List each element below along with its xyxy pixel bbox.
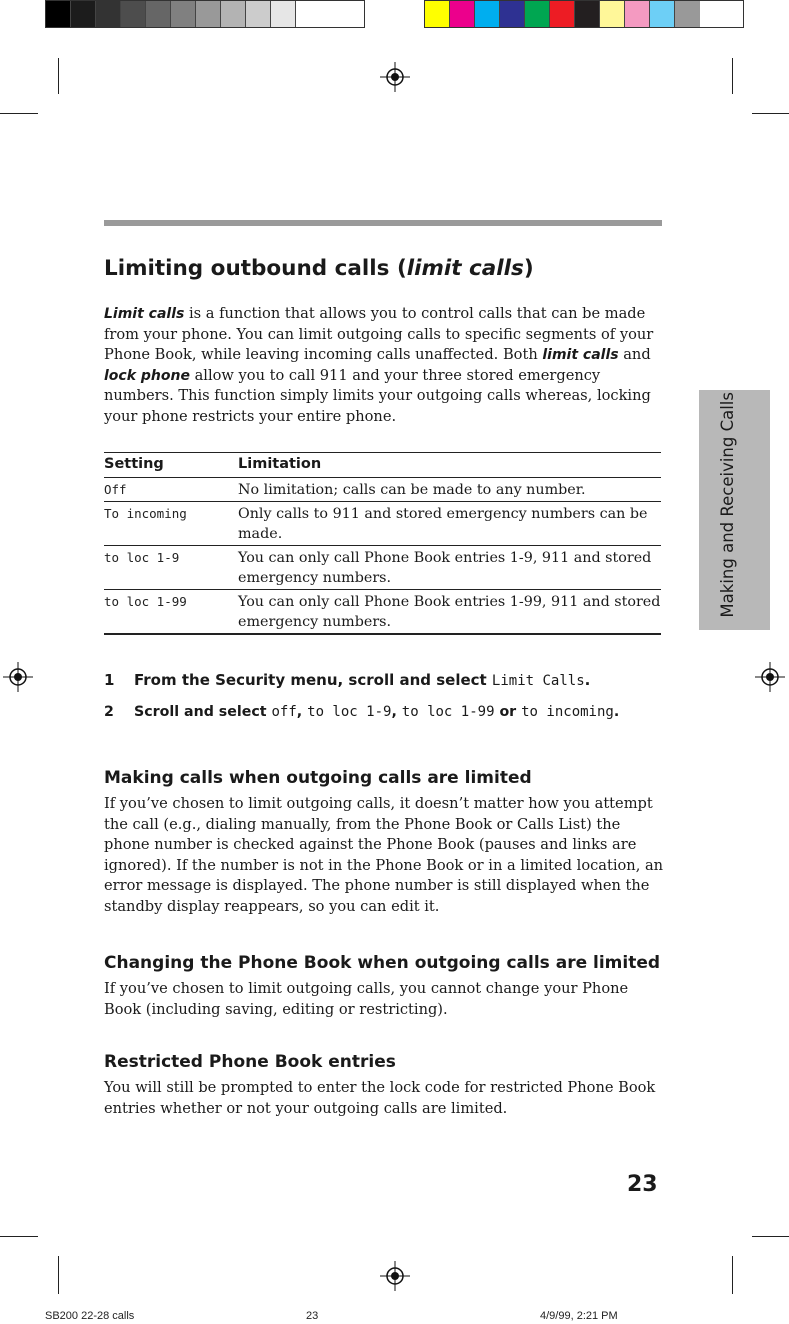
column-header-limitation: Limitation bbox=[238, 456, 322, 472]
setting-value: to loc 1-9 bbox=[104, 550, 180, 565]
color-swatch bbox=[296, 1, 321, 27]
crop-mark bbox=[752, 113, 789, 114]
section-body: You will still be prompted to enter the lock code for restricted Phone Book entries whether or not your outgoing calls are limited. bbox=[104, 1079, 656, 1117]
color-swatch bbox=[675, 1, 700, 27]
color-swatch bbox=[146, 1, 171, 27]
page-number: 23 bbox=[627, 1172, 658, 1197]
step-1: 1 From the Security menu, scroll and select Limit Calls. bbox=[104, 671, 591, 689]
section-heading: Restricted Phone Book entries bbox=[104, 1052, 396, 1072]
crop-mark bbox=[0, 1236, 38, 1237]
color-swatch bbox=[425, 1, 450, 27]
setting-value: to loc 1-99 bbox=[104, 594, 187, 609]
color-swatch bbox=[71, 1, 96, 27]
table-row bbox=[104, 546, 661, 590]
table-row bbox=[104, 502, 661, 546]
registration-mark-icon bbox=[3, 662, 33, 692]
limitation-text: Only calls to 911 and stored emergency numbers can be made. bbox=[238, 506, 648, 542]
table-header bbox=[104, 452, 661, 478]
crop-mark bbox=[58, 1256, 59, 1294]
step-2: 2 Scroll and select off, to loc 1-9, to loc 1-99 or to incoming. bbox=[104, 704, 620, 720]
registration-mark-icon bbox=[380, 1261, 410, 1291]
chapter-tab-label: Making and Receiving Calls bbox=[718, 392, 738, 618]
setting-value: To incoming bbox=[104, 506, 187, 521]
registration-mark-icon bbox=[380, 62, 410, 92]
color-swatch bbox=[525, 1, 550, 27]
color-bar bbox=[424, 0, 744, 28]
limitation-text: No limitation; calls can be made to any number. bbox=[238, 482, 586, 498]
grayscale-bar bbox=[45, 0, 365, 28]
table-row bbox=[104, 590, 661, 635]
color-swatch bbox=[221, 1, 246, 27]
column-header-setting: Setting bbox=[104, 456, 164, 472]
footer-filename: SB200 22-28 calls bbox=[45, 1310, 135, 1322]
color-swatch bbox=[600, 1, 625, 27]
color-swatch bbox=[171, 1, 196, 27]
section-heading: Making calls when outgoing calls are limited bbox=[104, 768, 532, 788]
color-swatch bbox=[196, 1, 221, 27]
color-swatch bbox=[650, 1, 675, 27]
crop-mark bbox=[0, 113, 38, 114]
color-swatch bbox=[500, 1, 525, 27]
color-swatch bbox=[625, 1, 650, 27]
section-body: If you’ve chosen to limit outgoing calls, it doesn’t matter how you attempt the call (e.g., dialing manually, from the Phone Book or Calls List) the phone number is checked against the Phone Book (pauses and links are ignored). If the number is not in the Phone Book or in a limited location, an error message is displayed. The phone number is still displayed when the standby display reappears, so you can edit it. bbox=[104, 795, 664, 915]
page-title: Limiting outbound calls (limit calls) bbox=[104, 256, 534, 281]
color-swatch bbox=[271, 1, 296, 27]
color-swatch bbox=[246, 1, 271, 27]
footer-timestamp: 4/9/99, 2:21 PM bbox=[540, 1310, 618, 1322]
color-swatch bbox=[121, 1, 146, 27]
color-swatch bbox=[550, 1, 575, 27]
registration-mark-icon bbox=[755, 662, 785, 692]
section-body: If you’ve chosen to limit outgoing calls, you cannot change your Phone Book (including saving, editing or restricting). bbox=[104, 980, 629, 1018]
intro-paragraph: Limit calls is a function that allows you to control calls that can be made from your phone. You can limit outgoing calls to specific segments of your Phone Book, while leaving incoming calls unaffected. Both limit calls and lock phone allow you to call 911 and your three stored emergency numbers. This function simply limits your outgoing calls whereas, locking your phone restricts your entire phone. bbox=[104, 305, 654, 425]
section-heading: Changing the Phone Book when outgoing calls are limited bbox=[104, 953, 661, 973]
crop-mark bbox=[732, 58, 733, 94]
section-rule bbox=[104, 220, 662, 226]
table-row bbox=[104, 478, 661, 502]
color-swatch bbox=[96, 1, 121, 27]
limitation-text: You can only call Phone Book entries 1-99, 911 and stored emergency numbers. bbox=[238, 594, 661, 630]
limitation-text: You can only call Phone Book entries 1-9, 911 and stored emergency numbers. bbox=[238, 550, 652, 586]
chapter-thumb-tab bbox=[699, 390, 770, 630]
crop-mark bbox=[752, 1236, 789, 1237]
color-swatch bbox=[475, 1, 500, 27]
color-swatch bbox=[575, 1, 600, 27]
limit-settings-table bbox=[104, 452, 661, 635]
footer-page: 23 bbox=[306, 1310, 319, 1322]
color-swatch bbox=[46, 1, 71, 27]
crop-mark bbox=[58, 58, 59, 94]
crop-mark bbox=[732, 1256, 733, 1294]
color-swatch bbox=[450, 1, 475, 27]
setting-value: Off bbox=[104, 482, 127, 497]
